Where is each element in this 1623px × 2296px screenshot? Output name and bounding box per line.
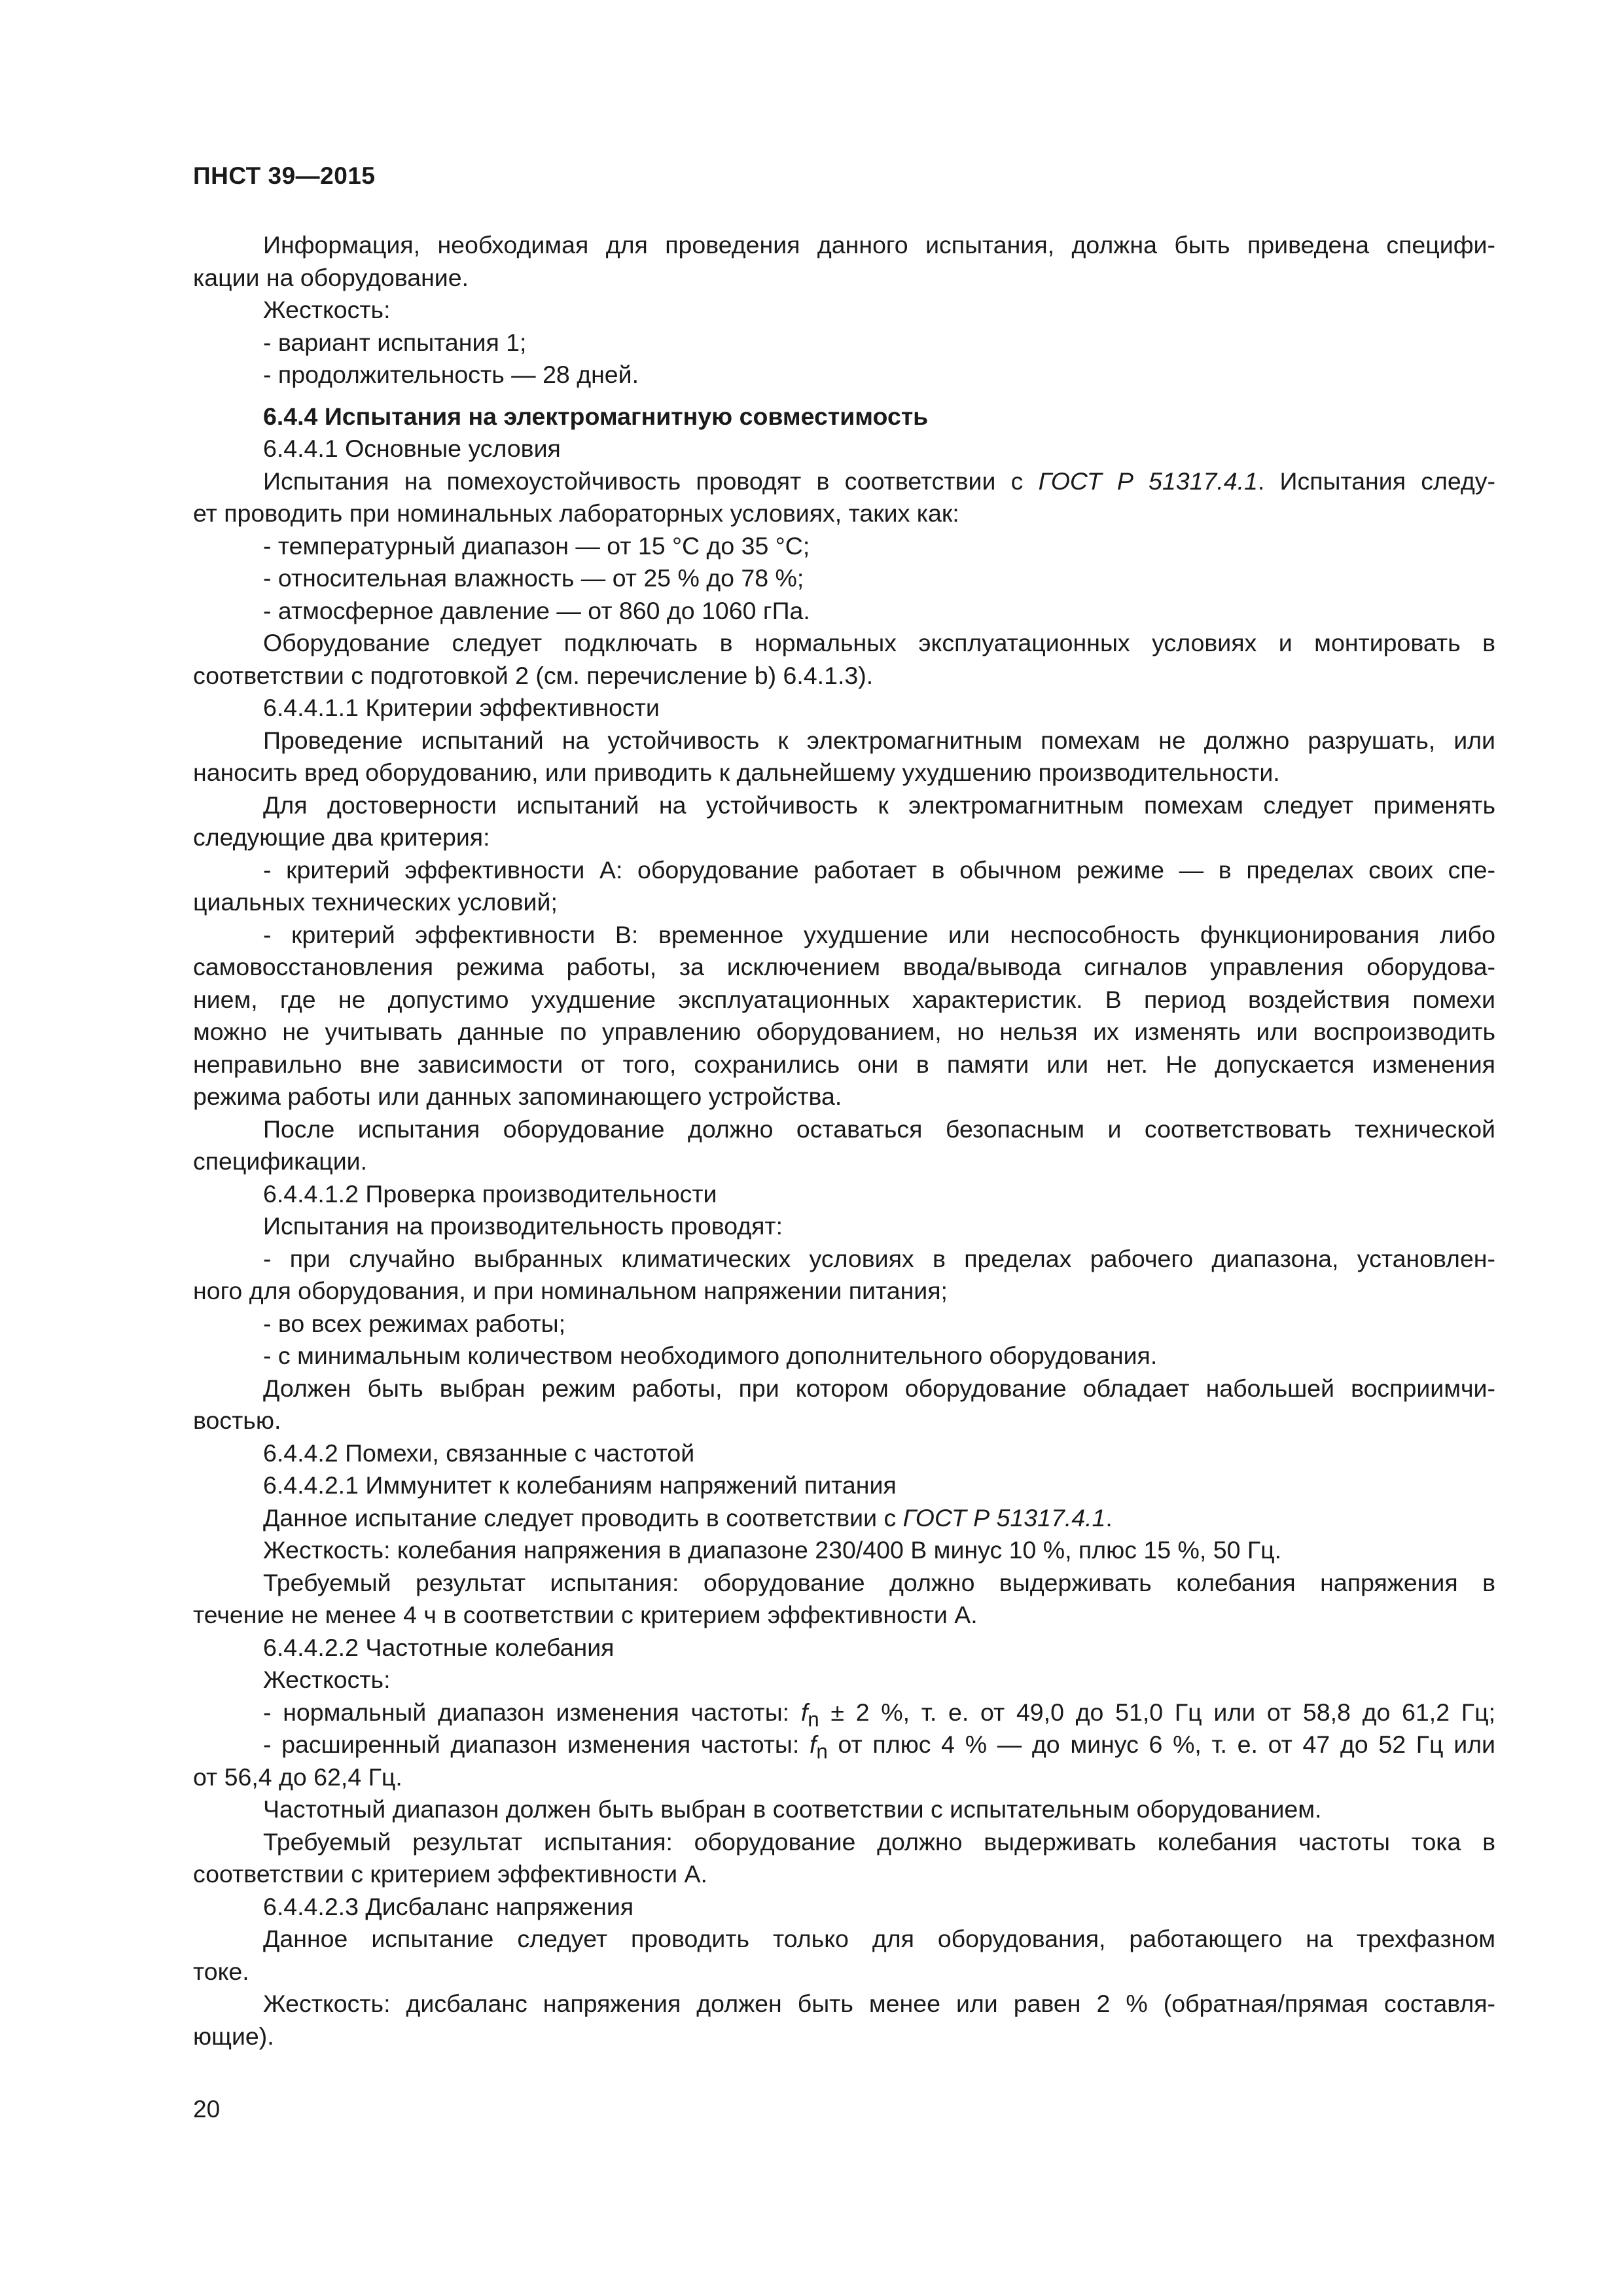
text-line: 6.4.4.1.1 Критерии эффективности [263,694,660,721]
text-line: циальных технических условий; [193,888,558,916]
text-line: Требуемый результат испытания: оборудование должно выдерживать колебания частоты тока в [263,1827,1495,1856]
text-run: - нормальный диапазон изменения частоты: [263,1698,801,1726]
text-line: Для достоверности испытаний на устойчивость к электромагнитным помехам следует применять [263,791,1495,819]
text-line: 6.4.4.2.3 Дисбаланс напряжения [263,1892,634,1920]
text-run: ± 2 %, т. е. от 49,0 до 51,0 Гц или от 58,8 до 61,2 Гц; [819,1698,1495,1726]
text-line: нием, где не допустимо ухудшение эксплуатационных характеристик. В период воздействия помехи [193,985,1495,1013]
text-line: самовосстановления режима работы, за исключением ввода/вывода сигналов управления оборудова- [193,953,1495,980]
text-line: 6.4.4.1.2 Проверка производительности [263,1179,717,1208]
page-number: 20 [193,2096,221,2123]
text-run: - расширенный диапазон изменения частоты: [263,1731,810,1758]
text-line: режима работы или данных запоминающего устройства. [193,1083,842,1110]
text-line: 6.4.4.2.2 Частотные колебания [263,1633,615,1661]
text-run: . [1105,1503,1113,1532]
text-line: - во всех режимах работы; [263,1309,566,1337]
text-line: от 56,4 до 62,4 Гц. [193,1763,402,1791]
text-line: - при случайно выбранных климатических условиях в пределах рабочего диапазона, установлен- [263,1244,1495,1272]
text-line: Частотный диапазон должен быть выбран в соответствии с испытательным оборудованием. [263,1795,1322,1823]
text-run: f [810,1731,817,1758]
text-line: Жесткость: колебания напряжения в диапазоне 230/400 В минус 10 %, плюс 15 %, 50 Гц. [263,1536,1282,1564]
text-line [193,1502,1495,1535]
text-line: - атмосферное давление — от 860 до 1060 гПа. [263,596,810,624]
text-line: кации на оборудование. [193,263,469,291]
text-line: неправильно вне зависимости от того, сохранились они в памяти или нет. Не допускается изменения [193,1050,1495,1078]
text-line: Жесткость: [263,296,391,323]
text-line: - критерий эффективности В: временное ухудшение или неспособность функционирования либо [263,920,1495,948]
text-line: токе. [193,1957,249,1985]
text-line: Жесткость: [263,1666,391,1693]
text-line: Испытания на производительность проводят: [263,1212,783,1240]
text-line: - продолжительность — 28 дней. [263,361,639,388]
text-line: ющие). [193,2022,274,2050]
text-line: соответствии с критерием эффективности А. [193,1860,707,1888]
text-line: можно не учитывать данные по управлению оборудованием, но нельзя их изменять или воспроизводить [193,1018,1495,1045]
text-run: Испытания на помехоустойчивость проводят в соответствии с [263,467,1039,495]
text-run: от плюс 4 % — до минус 6 %, т. е. от 47 до 52 Гц или [827,1731,1495,1758]
section-heading: 6.4.4 Испытания на электромагнитную совместимость [263,402,929,430]
text-line [193,1729,1495,1761]
text-line: Информация, необходимая для проведения данного испытания, должна быть приведена специфи- [263,231,1495,259]
text-line: Должен быть выбран режим работы, при котором оборудование обладает набольшей восприимчи- [263,1374,1495,1402]
text-line: следующие два критерия: [193,823,490,851]
text-line: востью. [193,1407,281,1434]
text-line: - с минимальным количеством необходимого дополнительного оборудования. [263,1342,1158,1369]
text-line [193,465,1495,498]
text-run: ГОСТ Р 51317.4.1 [902,1503,1106,1532]
text-run: ГОСТ Р 51317.4.1 [1038,467,1258,495]
text-line: Требуемый результат испытания: оборудование должно выдерживать колебания напряжения в [263,1568,1495,1596]
text-line: ного для оборудования, и при номинальном напряжении питания; [193,1277,948,1304]
text-line: - температурный диапазон — от 15 °С до 35 °С; [263,531,810,560]
text-run: . Испытания следу- [1257,467,1495,495]
text-line: наносить вред оборудованию, или приводить к дальнейшему ухудшению производительности. [193,759,1280,786]
text-line: После испытания оборудование должно оставаться безопасным и соответствовать технической [263,1115,1495,1143]
text-line: Оборудование следует подключать в нормальных эксплуатационных условиях и монтировать в [263,629,1495,656]
text-line: 6.4.4.2.1 Иммунитет к колебаниям напряжений питания [263,1471,897,1499]
document-id: ПНСТ 39—2015 [193,162,376,189]
text-line: ет проводить при номинальных лабораторных условиях, таких как: [193,499,959,527]
text-line: - вариант испытания 1; [263,328,527,356]
text-line: - критерий эффективности А: оборудование работает в обычном режиме — в пределах своих спе- [263,855,1495,884]
subscript: n [808,1708,819,1731]
text-line: - относительная влажность — от 25 % до 78 %; [263,564,804,592]
text-line: течение не менее 4 ч в соответствии с критерием эффективности А. [193,1601,978,1628]
text-line: 6.4.4.2 Помехи, связанные с частотой [263,1439,695,1467]
text-line: 6.4.4.1 Основные условия [263,435,561,462]
text-line: спецификации. [193,1147,368,1175]
text-run: f [800,1698,808,1726]
body-text [193,229,1495,2053]
text-line: соответствии с подготовкой 2 (см. перечисление b) 6.4.1.3). [193,661,874,689]
subscript: n [816,1740,828,1763]
text-line [193,1696,1495,1729]
text-line: Данное испытание следует проводить только для оборудования, работающего на трехфазном [263,1925,1495,1952]
text-line: Жесткость: дисбаланс напряжения должен быть менее или равен 2 % (обратная/прямая составля- [263,1990,1495,2017]
text-line: Проведение испытаний на устойчивость к электромагнитным помехам не должно разрушать, или [263,726,1495,754]
text-run: Данное испытание следует проводить в соответствии с [263,1503,903,1532]
